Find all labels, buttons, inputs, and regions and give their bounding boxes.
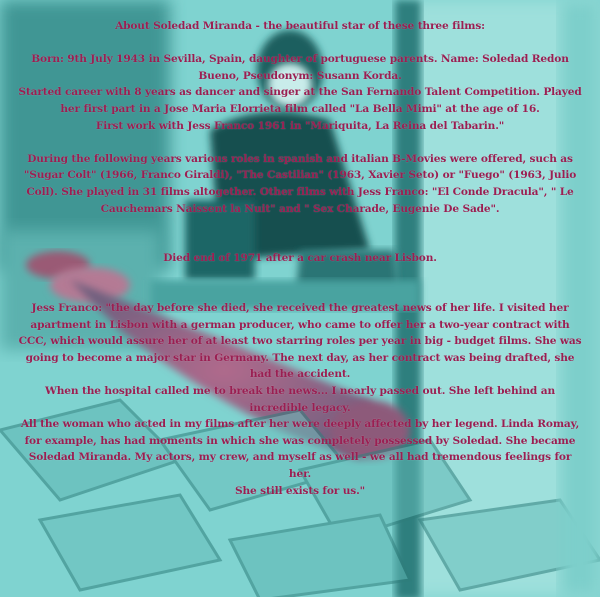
bio-line-4: her first part in a Jose Maria Elorrieta film called "La Bella Mimi" at the age of 16. (60, 102, 540, 115)
bio-line-1: Born: 9th July 1943 in Sevilla, Spain, daughter of portuguese parents. Name: Soledad Redon (31, 53, 569, 66)
quote-line-8: All the woman who acted in my films after her were deeply affected by her legend. Linda Romay, (20, 418, 580, 431)
career-line-3: Coll). She played in 31 films altogether. Other films with Jess Franco: "El Conde Dracula", " Le (26, 185, 574, 198)
quote-line-3: CCC, which would assure her of at least two starring roles per year in big - budget films. She was (18, 335, 582, 348)
death-line: Died end of 1971 after a car crash near Lisbon. (163, 252, 437, 265)
career-line-2: "Sugar Colt" (1966, Franco Giraldi), "The Castilian" (1963, Xavier Seto) or "Fuego" (1963, Julio (23, 169, 577, 182)
career-line-4: Cauchemars Naissent la Nuit" and " Sex Charade, Eugenie De Sade". (100, 202, 500, 215)
quote-line-1: Jess Franco: "the day before she died, she received the greatest news of her life. I visited her (31, 302, 569, 315)
quote-line-10: Soledad Miranda. My actors, my crew, and myself as well - we all had tremendous feelings for (28, 451, 572, 464)
quote-line-4: going to become a major star in Germany. The next day, as her contract was being drafted, she (25, 351, 575, 364)
quote-line-11: her. (288, 468, 312, 481)
text-block (0, 18, 600, 499)
bio-line-5: First work with Jess Franco 1961 in "Mariquita, La Reina del Tabarin." (95, 119, 505, 132)
quote-line-12: She still exists for us." (234, 484, 365, 497)
bio-line-2: Bueno, Pseudonym: Susann Korda. (198, 69, 402, 82)
heading: About Soledad Miranda - the beautiful star of these three films: (115, 20, 485, 32)
quote-line-9: for example, has had moments in which she was completely possessed by Soledad. She became (24, 434, 576, 447)
quote-line-6: When the hospital called me to break the news... I nearly passed out. She left behind an (45, 385, 555, 398)
quote-line-7: incredible legacy. (249, 401, 351, 414)
quote-line-2: apartment in Lisbon with a german producer, who came to offer her a two-year contract with (30, 318, 570, 331)
quote-line-5: had the accident. (249, 368, 351, 381)
bio-line-3: Started career with 8 years as dancer and singer at the San Fernando Talent Competition. Played (18, 86, 582, 99)
career-line-1: During the following years various roles in spanish and italian B-Movies were offered, such as (27, 152, 573, 165)
